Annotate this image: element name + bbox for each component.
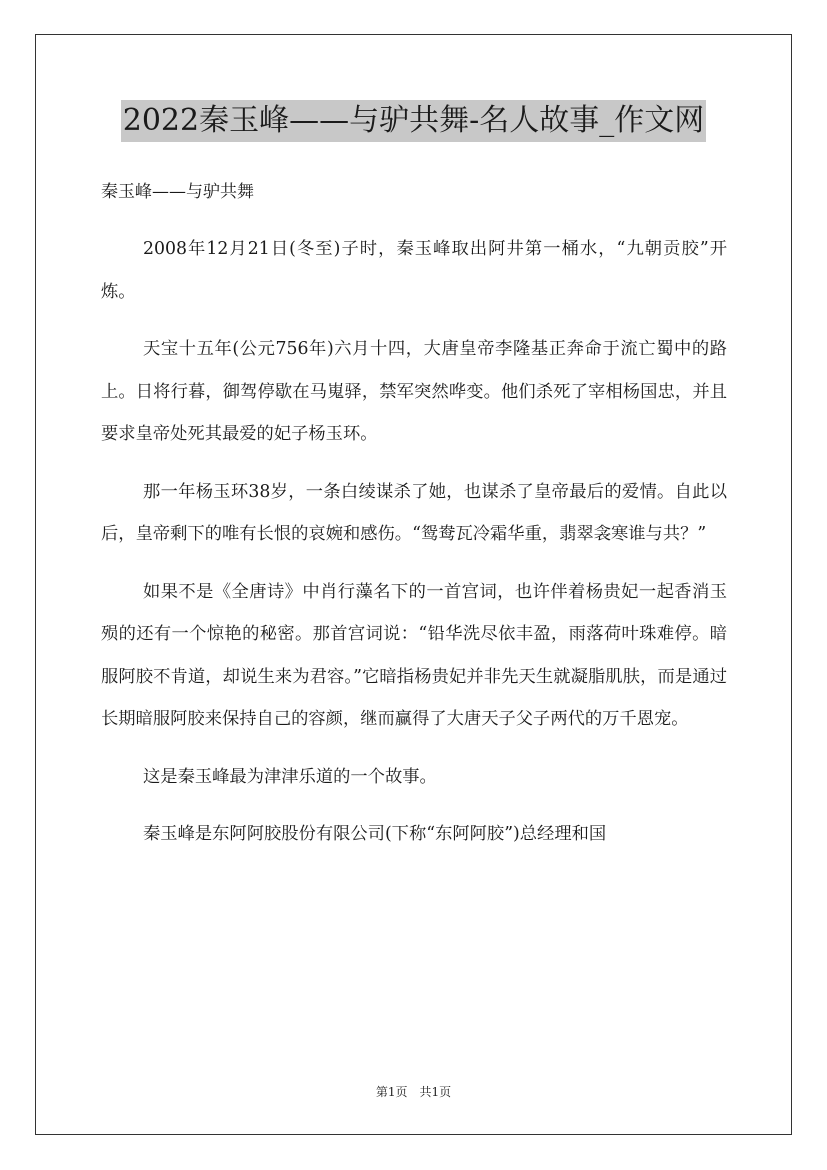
paragraph-2: 天宝十五年(公元756年)六月十四，大唐皇帝李隆基正奔命于流亡蜀中的路上。日将行暮，御驾停歇在马嵬驿，禁军突然哗变。他们杀死了宰相杨国忠，并且要求皇帝处死其最爱的妃子杨玉环。 (101, 339, 727, 444)
document-body (101, 172, 727, 871)
page-footer (0, 1083, 827, 1100)
paragraph-1: 2008年12月21日(冬至)子时，秦玉峰取出阿井第一桶水，“九朝贡胶”开炼。 (101, 239, 727, 302)
paragraph-3: 那一年杨玉环38岁，一条白绫谋杀了她，也谋杀了皇帝最后的爱情。自此以后，皇帝剩下的唯有长恨的哀婉和感伤。“鸳鸯瓦冷霜华重，翡翠衾寒谁与共？” (101, 481, 727, 544)
paragraph-6: 秦玉峰是东阿阿胶股份有限公司(下称“东阿阿胶”)总经理和国 (143, 824, 607, 844)
paragraph-5: 这是秦玉峰最为津津乐道的一个故事。 (143, 766, 437, 787)
paragraph-4: 如果不是《全唐诗》中肖行藻名下的一首宫词，也许伴着杨贵妃一起香消玉殒的还有一个惊艳的秘密。那首宫词说：“铅华洗尽依丰盈，雨落荷叶珠难停。暗服阿胶不肯道，却说生来为君容。”它暗指杨贵妃并非先天生就凝脂肌肤，而是通过长期暗服阿胶来保持自己的容颜，继而赢得了大唐天子父子两代的万千恩宠。 (101, 581, 727, 729)
article-subtitle: 秦玉峰——与驴共舞 (101, 182, 254, 202)
title-container (0, 100, 827, 142)
document-title: 2022秦玉峰——与驴共舞-名人故事_作文网 (121, 100, 706, 142)
page-number: 第1页 共1页 (375, 1085, 452, 1099)
